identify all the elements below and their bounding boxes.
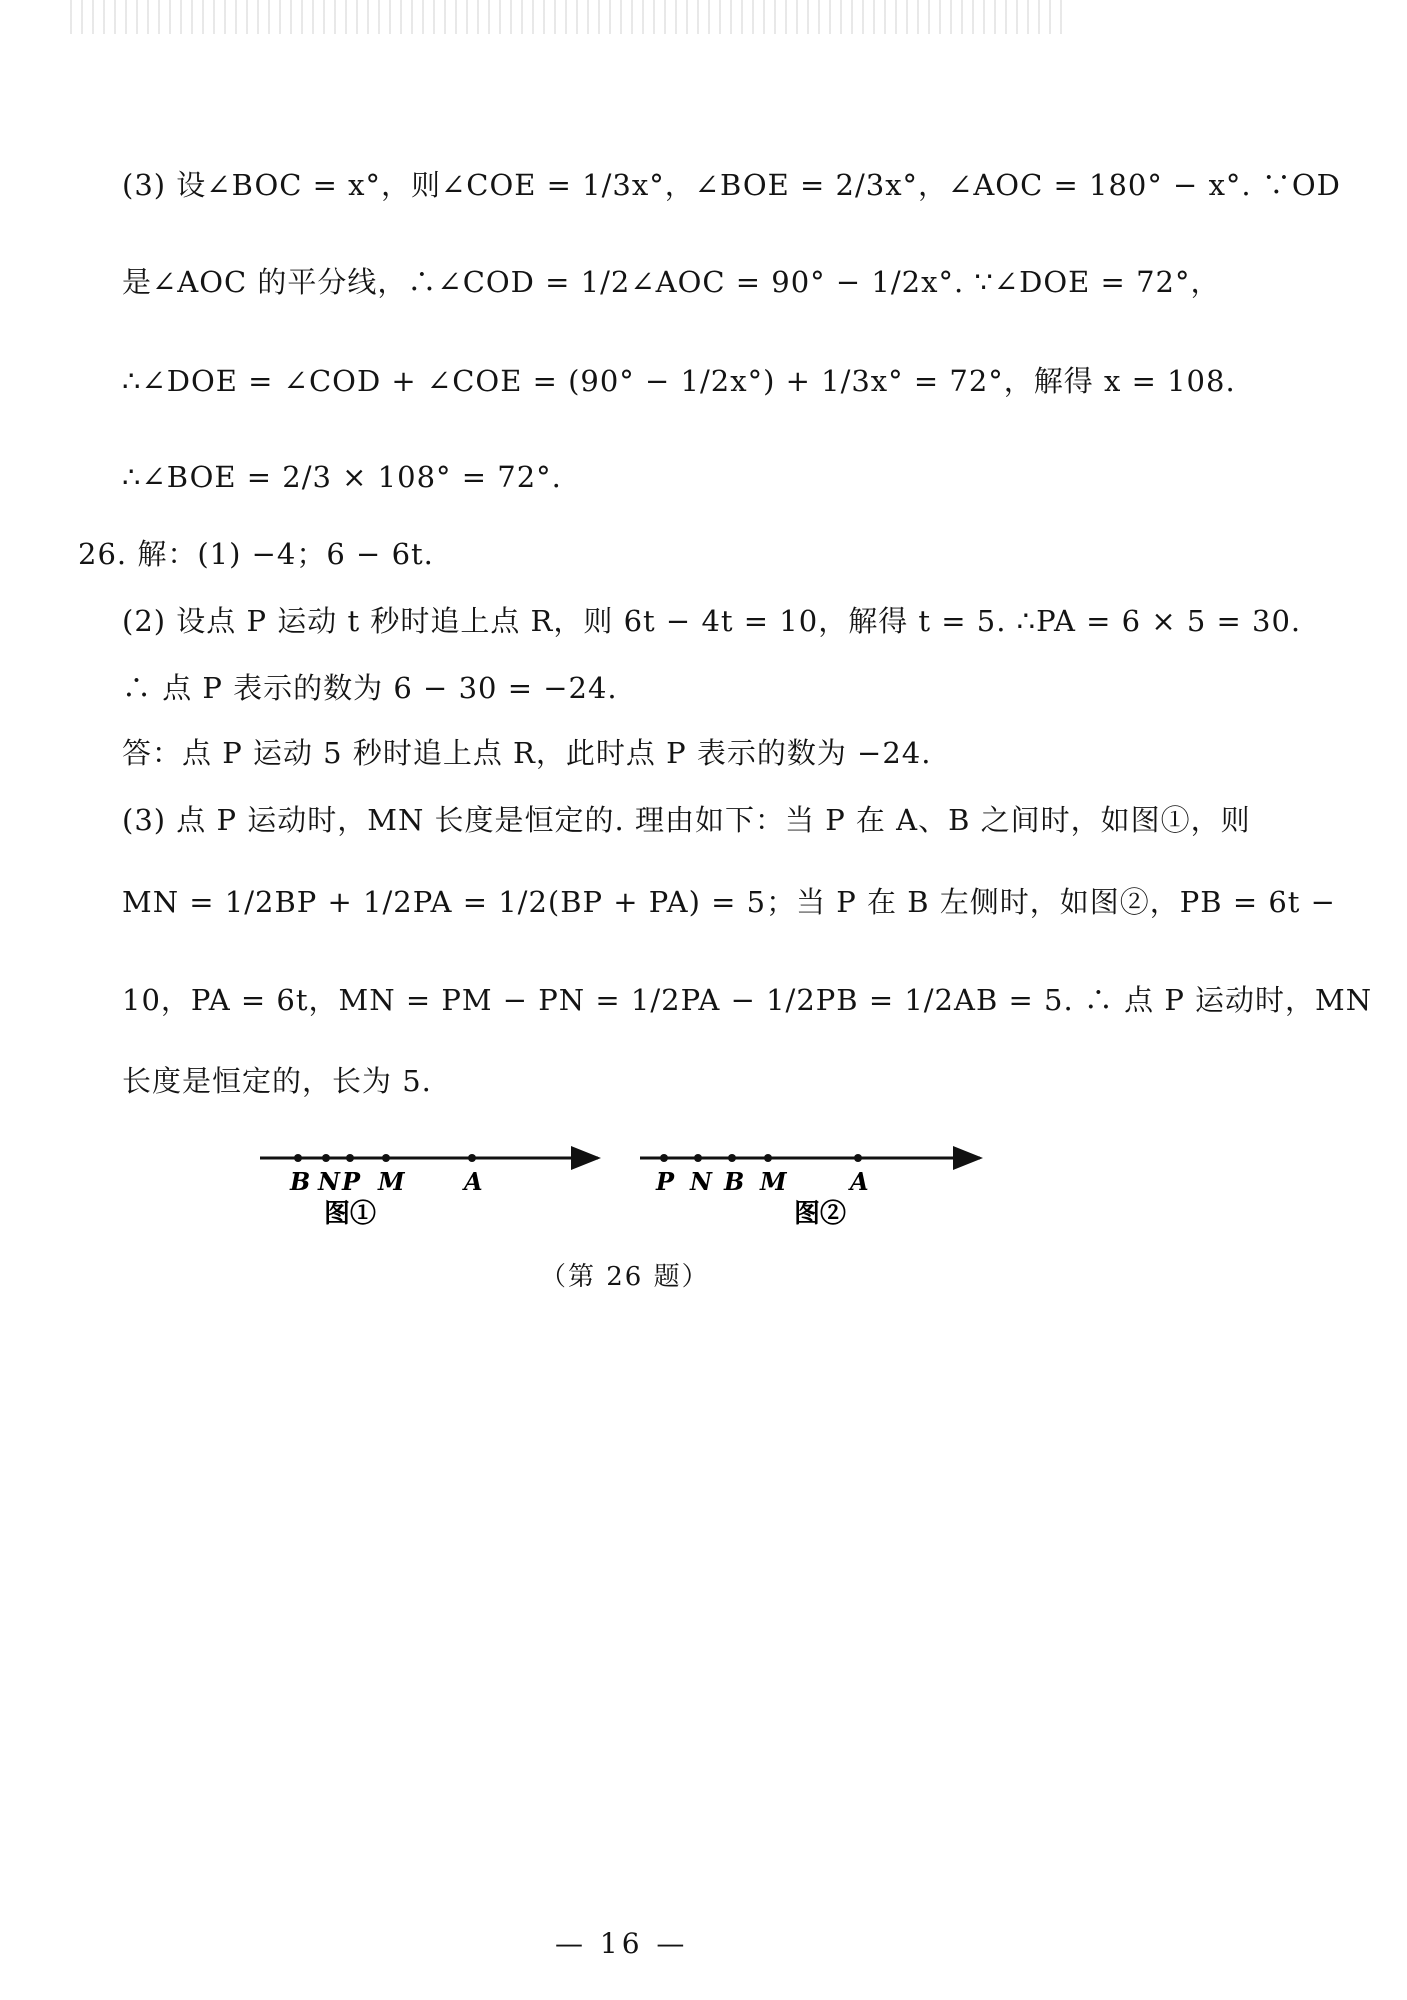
question-26-part-3-line-4: 长度是恒定的，长为 5. xyxy=(122,1064,432,1098)
question-26-answer-line: 答：点 P 运动 5 秒时追上点 R，此时点 P 表示的数为 −24. xyxy=(122,736,932,770)
solution-line-4: ∴∠BOE = 2/3 × 108° = 72°. xyxy=(122,460,562,494)
figure-1-caption: 图① xyxy=(324,1199,377,1229)
fig1-label-M: M xyxy=(378,1167,405,1196)
fig1-point-A xyxy=(468,1154,476,1162)
question-26-part-3-line-3: 10，PA = 6t，MN = PM − PN = 1/2PA − 1/2PB = 1/2AB = 5. ∴ 点 P 运动时，MN xyxy=(122,983,1373,1017)
question-26-part-1: 26. 解：(1) −4；6 − 6t. xyxy=(78,537,434,571)
fig2-point-N xyxy=(694,1154,702,1162)
solution-line-3: ∴∠DOE = ∠COD + ∠COE = (90° − 1/2x°) + 1/3x° = 72°，解得 x = 108. xyxy=(122,364,1236,398)
page-number: — 16 — xyxy=(555,1927,689,1960)
question-26-part-2-line-1: (2) 设点 P 运动 t 秒时追上点 R，则 6t − 4t = 10，解得 t = 5. ∴PA = 6 × 5 = 30. xyxy=(122,604,1302,638)
scan-header-noise xyxy=(70,0,1070,34)
question-26-part-3-line-2: MN = 1/2BP + 1/2PA = 1/2(BP + PA) = 5；当 P 在 B 左侧时，如图②，PB = 6t − xyxy=(122,885,1336,919)
fig2-point-P xyxy=(660,1154,668,1162)
fig1-point-B xyxy=(294,1154,302,1162)
fig2-point-B xyxy=(728,1154,736,1162)
figure-caption: （第 26 题） xyxy=(540,1262,710,1292)
number-line-svg xyxy=(240,1140,1000,1260)
fig2-label-N: N xyxy=(690,1167,712,1196)
question-26-part-3-line-1: (3) 点 P 运动时，MN 长度是恒定的. 理由如下：当 P 在 A、B 之间时，如图①，则 xyxy=(122,803,1251,837)
number-line-figures xyxy=(240,1140,1000,1264)
fig2-label-M: M xyxy=(760,1167,787,1196)
fig1-label-N: N xyxy=(318,1167,340,1196)
fig2-label-B: B xyxy=(724,1167,745,1196)
solution-line-2: 是∠AOC 的平分线，∴∠COD = 1/2∠AOC = 90° − 1/2x°. ∵∠DOE = 72°， xyxy=(122,265,1221,299)
fig1-label-A: A xyxy=(464,1167,483,1196)
fig2-label-A: A xyxy=(850,1167,869,1196)
fig2-point-M xyxy=(764,1154,772,1162)
fig1-label-B: B xyxy=(290,1167,311,1196)
question-26-part-2-line-2: ∴ 点 P 表示的数为 6 − 30 = −24. xyxy=(122,671,618,705)
figure-2-caption: 图② xyxy=(794,1199,847,1229)
fig1-label-P: P xyxy=(342,1167,361,1196)
solution-line-1: (3) 设∠BOC = x°，则∠COE = 1/3x°，∠BOE = 2/3x°，∠AOC = 180° − x°. ∵OD xyxy=(122,168,1341,202)
fig2-label-P: P xyxy=(656,1167,675,1196)
fig2-point-A xyxy=(854,1154,862,1162)
fig1-point-P xyxy=(346,1154,354,1162)
fig1-point-N xyxy=(322,1154,330,1162)
fig1-point-M xyxy=(382,1154,390,1162)
